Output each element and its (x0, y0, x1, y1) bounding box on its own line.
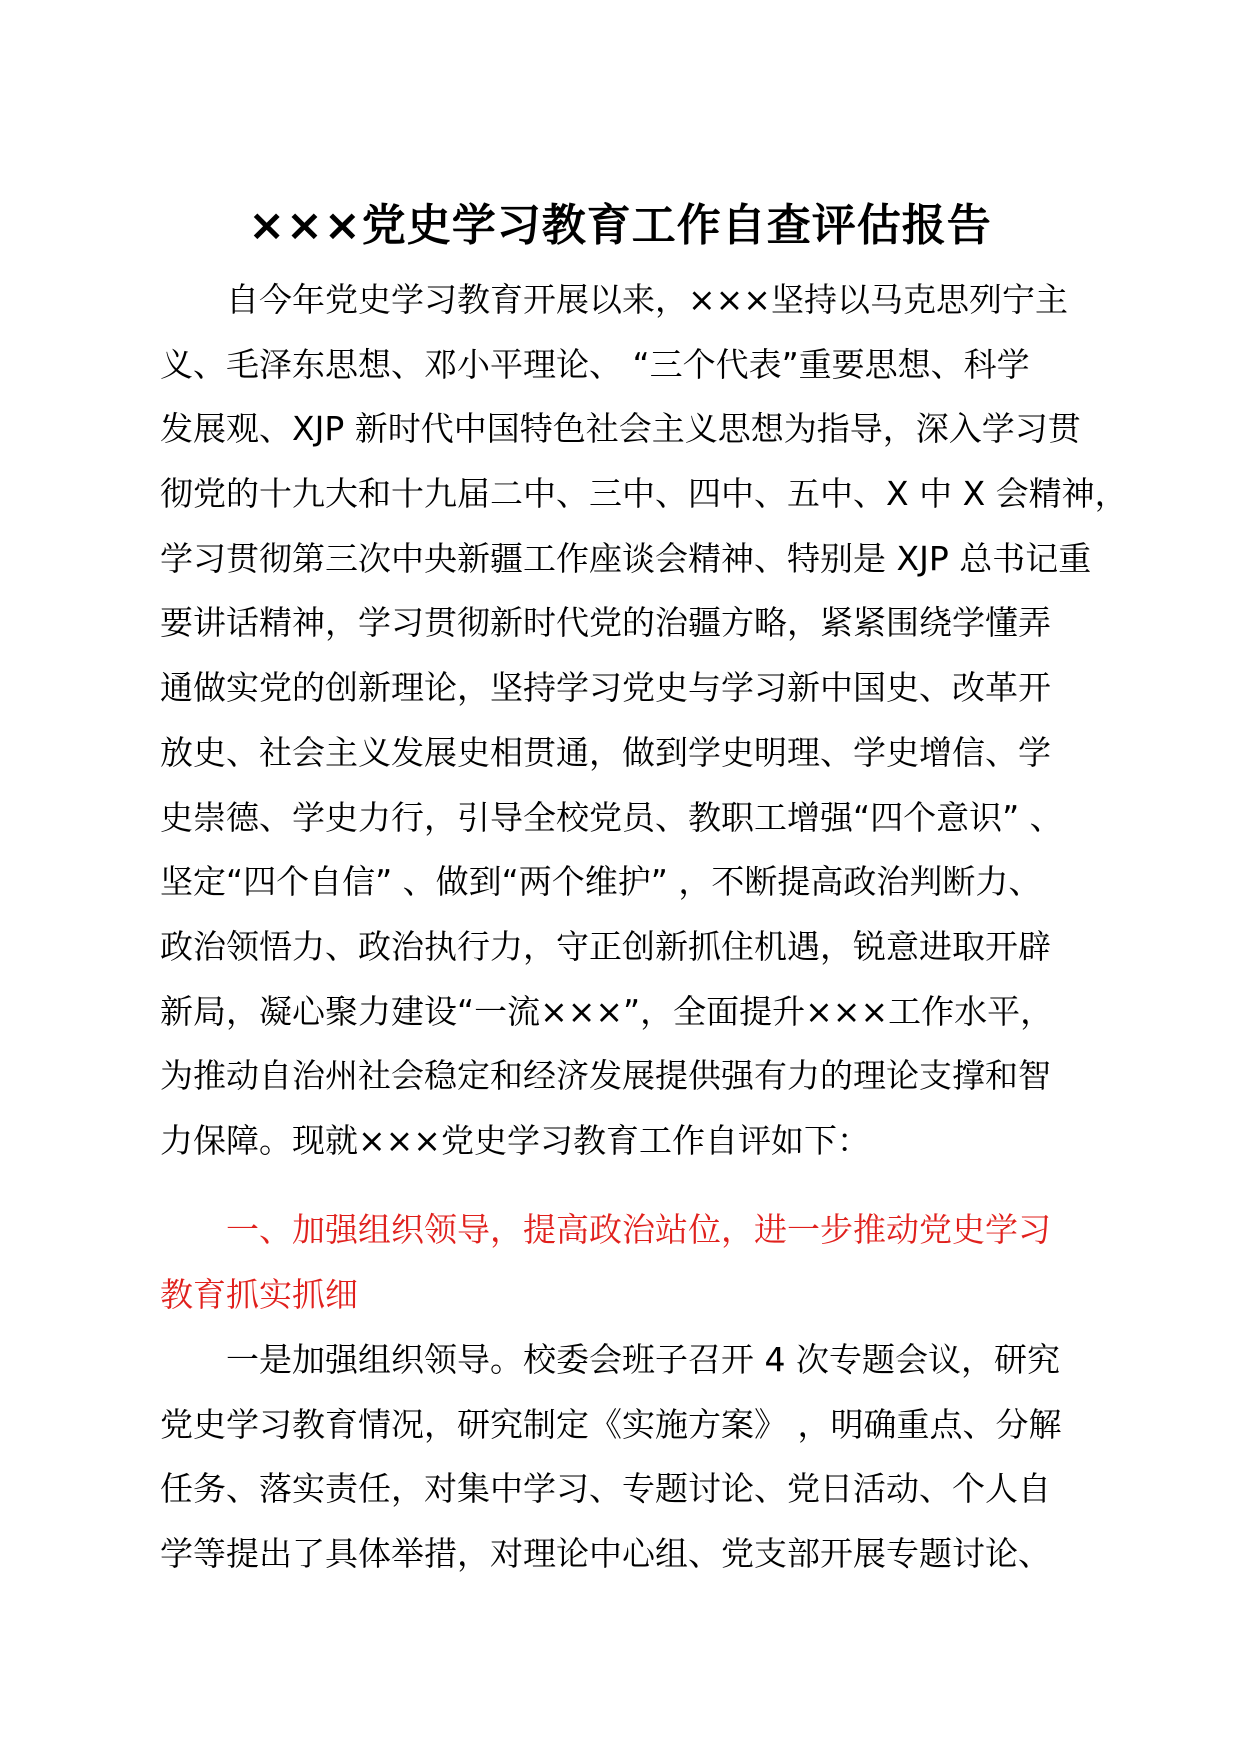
intro-line: 力保障。现就×××党史学习教育工作自评如下： (160, 1120, 870, 1160)
section-line: 一是加强组织领导。校委会班子召开 4 次专题会议，研究 (226, 1340, 1060, 1379)
intro-line: 彻党的十九大和十九届二中、三中、四中、五中、X 中 X 会精神， (160, 474, 1128, 514)
intro-line: 为推动自治州社会稳定和经济发展提供强有力的理论支撑和智 (160, 1056, 1051, 1096)
section-line: 党史学习教育情况，研究制定《实施方案》 ，明确重点、分解 (160, 1404, 1062, 1444)
section-1-heading (160, 1198, 1120, 1327)
document-title: ×××党史学习教育工作自查评估报告 (248, 200, 992, 251)
intro-line: 义、毛泽东思想、邓小平理论、 “三个代表”重要思想、科学 (160, 344, 1030, 384)
section-heading-line: 教育抓实抓细 (160, 1274, 358, 1314)
intro-line: 史崇德、学史力行，引导全校党员、教职工增强“四个意识” 、 (160, 797, 1063, 837)
intro-line: 新局，凝心聚力建设“一流×××”，全面提升×××工作水平， (160, 991, 1054, 1031)
intro-line: 要讲话精神，学习贯彻新时代党的治疆方略，紧紧围绕学懂弄 (160, 603, 1051, 643)
intro-line: 通做实党的创新理论，坚持学习党史与学习新中国史、改革开 (160, 668, 1051, 708)
section-line: 任务、落实责任，对集中学习、专题讨论、党日活动、个人自 (160, 1469, 1051, 1509)
intro-line: 政治领悟力、政治执行力，守正创新抓住机遇，锐意进取开辟 (160, 926, 1051, 966)
section-heading-line: 一、加强组织领导，提高政治站位，进一步推动党史学习 (226, 1210, 1051, 1249)
intro-line: 自今年党史学习教育开展以来，×××坚持以马克思列宁主 (226, 280, 1068, 319)
intro-line: 放史、社会主义发展史相贯通，做到学史明理、学史增信、学 (160, 732, 1051, 772)
section-1-paragraph (160, 1328, 1120, 1587)
intro-paragraph (160, 268, 1128, 1174)
intro-line: 坚定“四个自信” 、做到“两个维护” ，不断提高政治判断力、 (160, 862, 1042, 902)
section-line: 学等提出了具体举措，对理论中心组、党支部开展专题讨论、 (160, 1534, 1051, 1574)
intro-line: 发展观、XJP 新时代中国特色社会主义思想为指导，深入学习贯 (160, 409, 1081, 449)
intro-line: 学习贯彻第三次中央新疆工作座谈会精神、特别是 XJP 总书记重 (160, 538, 1092, 578)
